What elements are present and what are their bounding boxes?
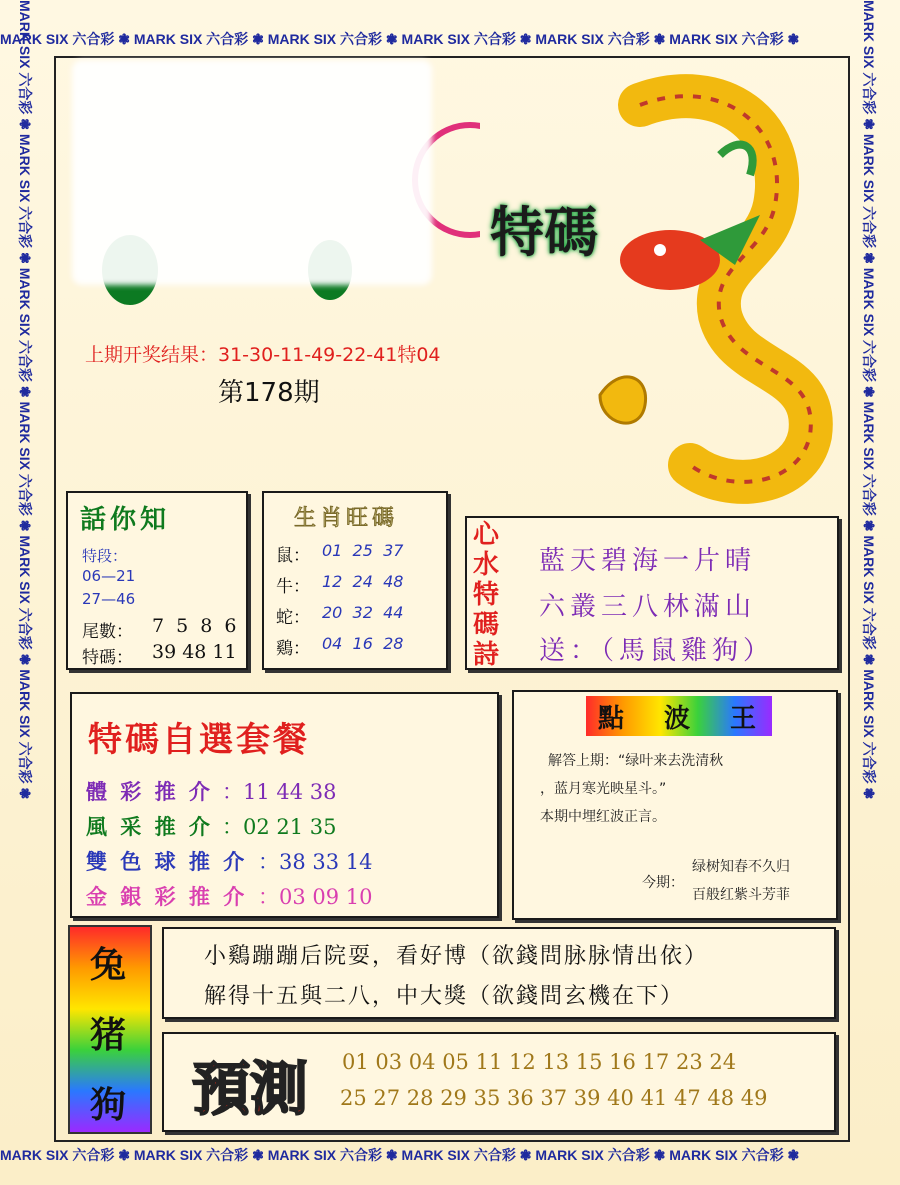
dianbo-title-1: 點: [598, 704, 625, 734]
left-border-strip: [12, 0, 42, 1185]
xinshui-box: [465, 516, 839, 670]
dragon-eye: [654, 244, 666, 256]
riddle-box: [162, 927, 836, 1019]
today-label: 今期：: [642, 875, 684, 891]
taocan-label: 金 銀 彩 推 介: [86, 884, 248, 909]
taocan-value: ：38 33 14: [258, 850, 373, 874]
dianbo-title-3: 王: [730, 704, 757, 734]
taocan-value: ：03 09 10: [258, 885, 373, 909]
taocan-value: ：02 21 35: [222, 815, 337, 839]
duan-range-1: 06—21: [82, 567, 136, 585]
shengxiao-animal: 鼠：: [276, 546, 310, 566]
last-result: 上期开奖结果：31-30-11-49-22-41特04: [85, 344, 441, 366]
yuce-title: 預測: [192, 1055, 309, 1123]
shengxiao-animal: 鷄：: [276, 639, 310, 659]
rainbow-banner: [586, 696, 772, 736]
wei-value: 7 5 8 6: [152, 615, 240, 637]
yuce-box: [162, 1032, 836, 1132]
duan-range-2: 27—46: [82, 590, 136, 608]
wei-label: 尾數：: [82, 622, 133, 642]
taocan-box: [70, 692, 499, 918]
side-char-2: 猪: [90, 1014, 127, 1056]
hua-ni-zhi-box: [66, 491, 248, 670]
shengxiao-title: 生肖旺碼: [294, 506, 399, 531]
dragon-claw-left: [600, 377, 646, 423]
today-line-2: 百般红紫斗芳菲: [692, 887, 790, 903]
shengxiao-animal: 蛇：: [276, 608, 310, 628]
taocan-label: 雙 色 球 推 介: [86, 849, 248, 874]
answer-line-3: 本期中埋红波正言。: [540, 809, 666, 825]
dianbo-box: [512, 690, 838, 920]
tema-label: 特碼：: [82, 648, 133, 668]
shengxiao-numbers: 04 16 28: [322, 634, 404, 653]
border-text: MARK SIX 六合彩 ❃ MARK SIX 六合彩 ❃ MARK SIX 六合彩 ❃ MARK SIX 六合彩 ❃ MARK SIX 六合彩 ❃ MARK SIX 六合彩 ❃: [17, 0, 33, 800]
border-text: MARK SIX 六合彩 ❃ MARK SIX 六合彩 ❃ MARK SIX 六合彩 ❃ MARK SIX 六合彩 ❃ MARK SIX 六合彩 ❃ MARK SIX 六合彩 ❃: [0, 31, 800, 47]
top-border-strip: [0, 24, 900, 54]
dragon-illustration: [560, 65, 840, 515]
poem-line-3: 送：（馬鼠雞狗）: [539, 636, 775, 666]
duan-label: 特段：: [82, 547, 128, 565]
poem-line-1: 藍天碧海一片晴: [539, 546, 757, 576]
poem-line-2: 六叢三八林滿山: [539, 592, 757, 622]
taocan-value: ：11 44 38: [222, 780, 337, 804]
bottom-border-strip: [0, 1140, 900, 1170]
right-border-strip: [856, 0, 886, 1185]
xinshui-title: 心水特碼詩: [473, 520, 500, 670]
shengxiao-numbers: 20 32 44: [322, 603, 404, 622]
shengxiao-animal: 牛：: [276, 577, 310, 597]
taocan-label: 風 采 推 介: [86, 814, 213, 839]
taocan-title: 特碼自選套餐: [88, 720, 310, 760]
border-text: MARK SIX 六合彩 ❃ MARK SIX 六合彩 ❃ MARK SIX 六合彩 ❃ MARK SIX 六合彩 ❃ MARK SIX 六合彩 ❃ MARK SIX 六合彩 ❃: [0, 1147, 800, 1163]
answer-line-1: 解答上期：“绿叶来去洗清秋: [548, 753, 724, 769]
today-line-1: 绿树知春不久归: [692, 859, 790, 875]
header-title: 特碼: [490, 200, 598, 264]
yuce-row-1: 01 03 04 05 11 12 13 15 16 17 23 24: [342, 1050, 737, 1074]
hua-ni-zhi-title: 話你知: [80, 505, 171, 535]
shengxiao-box: [262, 491, 448, 670]
shengxiao-numbers: 12 24 48: [322, 572, 404, 591]
riddle-line-2: 解得十五與二八，中大獎（欲錢問玄機在下）: [204, 984, 685, 1009]
dianbo-title-2: 波: [664, 704, 691, 734]
taocan-label: 體 彩 推 介: [86, 779, 213, 804]
answer-line-2: ，蓝月寒光映星斗。”: [540, 781, 667, 797]
yuce-row-2: 25 27 28 29 35 36 37 39 40 41 47 48 49: [340, 1086, 768, 1110]
tema-value: 39 48 11: [152, 641, 237, 663]
dragon-fin: [720, 145, 753, 175]
issue-number: 第178期: [218, 378, 320, 408]
side-char-3: 狗: [90, 1084, 127, 1126]
obscured-logo-area: [72, 60, 432, 285]
riddle-line-1: 小鷄蹦蹦后院耍，看好博（欲錢問脉脉情出依）: [204, 944, 709, 969]
shengxiao-numbers: 01 25 37: [322, 541, 404, 560]
border-text: MARK SIX 六合彩 ❃ MARK SIX 六合彩 ❃ MARK SIX 六合彩 ❃ MARK SIX 六合彩 ❃ MARK SIX 六合彩 ❃ MARK SIX 六合彩 ❃: [861, 0, 877, 800]
side-char-1: 兔: [90, 944, 127, 986]
zodiac-side-strip: [68, 925, 152, 1134]
